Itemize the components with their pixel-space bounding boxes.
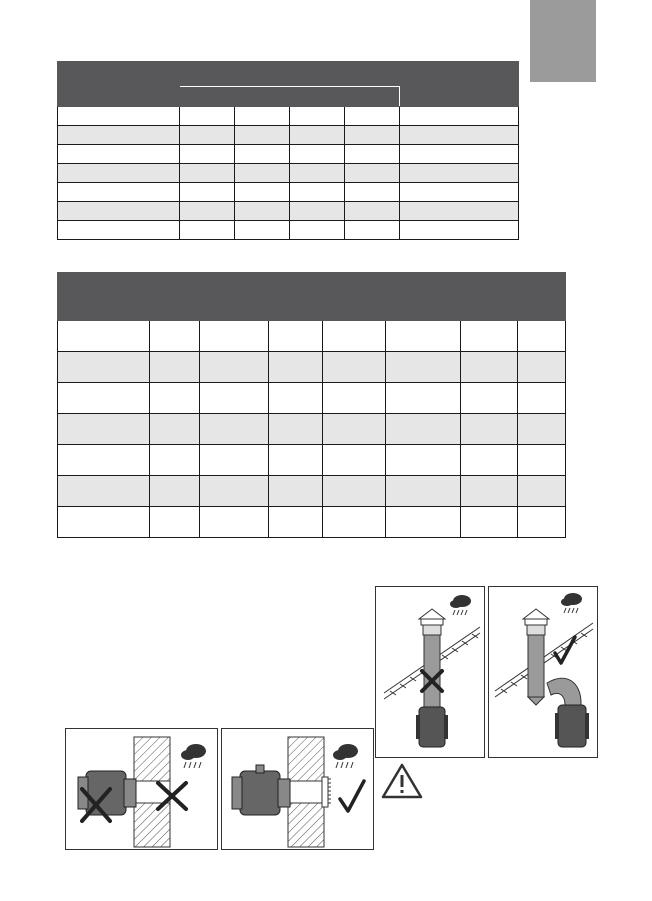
table-cell [58,183,180,202]
table-cell [323,414,386,445]
table-cell [180,202,235,221]
table-cell [200,414,269,445]
table-cell [58,164,180,183]
table-cell [290,107,345,126]
table-cell [150,383,200,414]
table-cell [58,202,180,221]
table-cell [58,414,150,445]
table1-subheader [180,87,235,107]
table-cell [269,352,323,383]
table-cell [400,183,519,202]
table-cell [345,164,400,183]
table-cell [58,321,150,352]
table-cell [323,476,386,507]
table-cell [180,164,235,183]
table-cell [518,321,566,352]
table-cell [461,352,518,383]
warning-triangle-icon [379,761,425,803]
table-cell [58,145,180,164]
table-cell [200,352,269,383]
table1-subheader [345,87,400,107]
table-cell [461,445,518,476]
table-row [58,107,519,126]
table-cell [345,183,400,202]
table-cell [400,126,519,145]
table-cell [386,352,461,383]
wall-fan-with-grille-correct-illustration [221,728,374,850]
table-cell [200,476,269,507]
table2-header-cell [200,273,269,321]
table-cell [518,445,566,476]
rain-cloud-icon [333,744,358,768]
table-cell [180,221,235,240]
table-cell [323,321,386,352]
table-cell [400,107,519,126]
check-mark-icon [340,781,364,811]
table-cell [58,126,180,145]
table-cell [518,383,566,414]
table-cell [180,126,235,145]
table1-header-model [58,62,180,107]
table-cell [290,164,345,183]
table2-header-cell [269,273,323,321]
spec-table-1 [57,61,519,240]
table-cell [180,183,235,202]
table-cell [150,507,200,538]
table-row [58,126,519,145]
table-cell [150,445,200,476]
table-cell [400,221,519,240]
table-cell [235,164,290,183]
table-cell [58,107,180,126]
table-cell [386,445,461,476]
table-cell [345,202,400,221]
table-cell [290,221,345,240]
table-cell [200,507,269,538]
table-cell [235,107,290,126]
table-cell [386,383,461,414]
table-cell [235,202,290,221]
table-row [58,183,519,202]
table1-subheader [235,87,290,107]
table-cell [180,145,235,164]
table-cell [386,476,461,507]
table-cell [150,476,200,507]
table-cell [269,383,323,414]
table-cell [461,507,518,538]
table-cell [235,126,290,145]
table-cell [150,352,200,383]
table-cell [269,445,323,476]
table-row [58,352,566,383]
table-cell [290,126,345,145]
table-cell [518,476,566,507]
table1-header-last [400,62,519,107]
table-cell [58,352,150,383]
table-cell [323,383,386,414]
table-cell [180,107,235,126]
spec-table-2 [57,272,566,538]
table-cell [518,414,566,445]
table-cell [345,107,400,126]
table-cell [518,352,566,383]
wall-fan-open-outlet-wrong-illustration [65,728,218,850]
table-cell [200,321,269,352]
table-cell [386,321,461,352]
table-cell [58,507,150,538]
table-cell [269,414,323,445]
table-row [58,383,566,414]
table-row [58,221,519,240]
table-cell [290,202,345,221]
table-cell [200,383,269,414]
table-cell [345,145,400,164]
roof-bent-duct-correct-illustration [488,586,598,758]
table-cell [235,221,290,240]
table-row [58,321,566,352]
table1-subheader [290,87,345,107]
table-cell [323,445,386,476]
table-cell [461,321,518,352]
table-row [58,414,566,445]
table-cell [290,183,345,202]
table-row [58,445,566,476]
rain-cloud-icon [561,593,582,613]
table-cell [58,221,180,240]
table2-header-cell [518,273,566,321]
section-tab [530,0,596,82]
table-cell [345,221,400,240]
table-cell [200,445,269,476]
table-cell [269,321,323,352]
table-cell [386,507,461,538]
table-cell [58,476,150,507]
table-cell [58,383,150,414]
table-cell [461,476,518,507]
table-cell [235,183,290,202]
rain-cloud-icon [450,595,471,615]
table2-header-cell [461,273,518,321]
table-cell [290,145,345,164]
table-row [58,476,566,507]
table-cell [323,507,386,538]
table2-header-cell [323,273,386,321]
table-cell [150,321,200,352]
table-cell [323,352,386,383]
rain-cloud-icon [181,744,206,768]
table-cell [58,445,150,476]
table-cell [461,414,518,445]
table-row [58,202,519,221]
table-cell [400,164,519,183]
table-cell [269,476,323,507]
table-cell [518,507,566,538]
table2-header-cell [58,273,150,321]
table-row [58,507,566,538]
roof-vertical-duct-wrong-illustration [375,586,485,758]
table-cell [461,383,518,414]
table-row [58,145,519,164]
table-cell [345,126,400,145]
table2-header-cell [386,273,461,321]
table-cell [235,145,290,164]
table-cell [269,507,323,538]
table-cell [400,202,519,221]
table1-header-group [180,62,400,87]
table2-header-cell [150,273,200,321]
table-cell [150,414,200,445]
table-cell [386,414,461,445]
table-row [58,164,519,183]
table-cell [400,145,519,164]
